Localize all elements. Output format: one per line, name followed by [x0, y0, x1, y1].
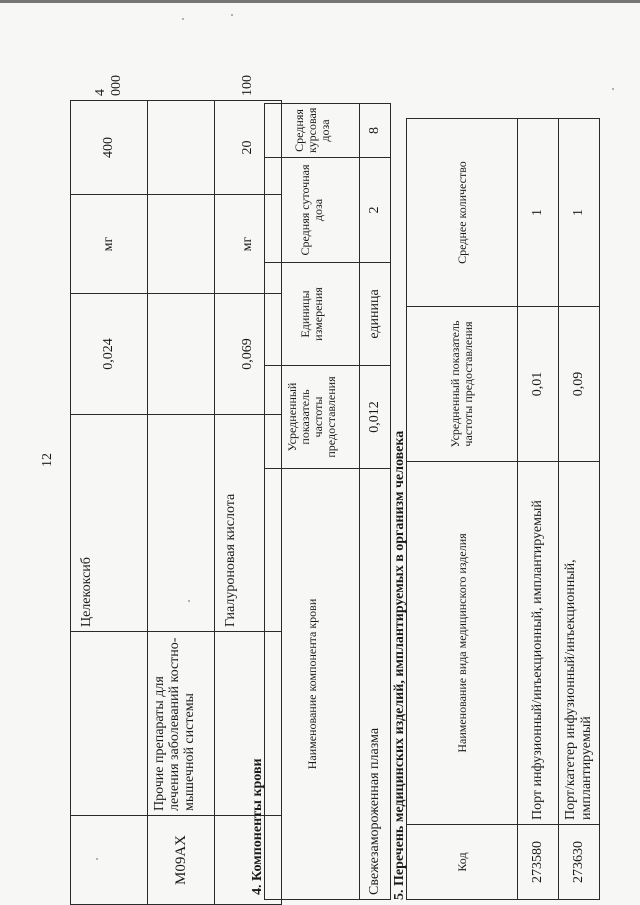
header-quantity: Среднее количество [407, 119, 518, 307]
component-name-cell: Свежезамороженная плазма [360, 469, 391, 900]
unit-cell: мг [71, 195, 148, 294]
section-4-title: 4. Компоненты крови [250, 758, 265, 895]
group-cell [71, 632, 148, 816]
header-code: Код [407, 825, 518, 900]
table-header-row [265, 104, 360, 900]
freq-cell: 0,09 [559, 307, 600, 462]
rotated-page-content [0, 50, 594, 905]
code-cell: M09AX [148, 816, 215, 905]
scan-speck [612, 88, 614, 90]
freq-cell: 0,012 [360, 366, 391, 469]
scan-speck [231, 14, 233, 16]
header-unit: Единицы измерения [265, 263, 360, 366]
quantity-cell: 1 [518, 119, 559, 307]
drug-name-cell [148, 415, 215, 632]
quantity-cell: 1 [559, 119, 600, 307]
daily-dose-cell: 2 [360, 158, 391, 263]
header-frequency: Усредненный показатель частоты предоставления [407, 307, 518, 462]
freq-cell [148, 294, 215, 415]
daily-dose-cell: 20 [215, 101, 282, 195]
table-row [148, 101, 215, 905]
daily-dose-cell [148, 101, 215, 195]
freq-cell: 0,024 [71, 294, 148, 415]
header-device-name: Наименование вида медицинского изделия [407, 462, 518, 825]
unit-cell: мг [215, 195, 282, 294]
table-row: Гиалуроновая кислота 0,069 мг 20 100 [215, 101, 282, 905]
medical-devices-table [406, 118, 600, 900]
device-name-cell: Порт/катетер инфузионный/инъекционный, имплантируемый [559, 462, 600, 825]
header-component-name: Наименование компонента крови [265, 469, 360, 900]
drug-name-cell: Гиалуроновая кислота [215, 415, 282, 632]
course-dose-cell: 8 [360, 104, 391, 158]
device-code-cell: 273580 [518, 825, 559, 900]
table-row [518, 119, 559, 900]
group-cell: Прочие препараты для лечения заболеваний костно-мышечной системы [148, 632, 215, 816]
device-name-cell: Порт инфузионный/инъекционный, имплантируемый [518, 462, 559, 825]
blood-components-table [264, 103, 391, 900]
scan-speck [182, 18, 184, 20]
code-cell [71, 816, 148, 905]
table-row [559, 119, 600, 900]
table-row: Целекоксиб 0,024 мг 400 4 000 [71, 101, 148, 905]
daily-dose-cell: 400 [71, 101, 148, 195]
unit-cell [148, 195, 215, 294]
top-scan-rule [0, 0, 640, 3]
freq-cell: 0,01 [518, 307, 559, 462]
header-frequency: Усредненный показатель частоты предоставления [265, 366, 360, 469]
unit-cell: единица [360, 263, 391, 366]
header-daily-dose: Средняя суточная доза [265, 158, 360, 263]
table-header-row [407, 119, 518, 900]
header-course-dose: Средняя курсовая доза [265, 104, 360, 158]
table-row [360, 104, 391, 900]
page-number: 12 [40, 453, 55, 467]
drug-name-cell: Целекоксиб [71, 415, 148, 632]
device-code-cell: 273630 [559, 825, 600, 900]
section-5-title: 5. Перечень медицинских изделий, имплантируемых в организм человека [392, 430, 407, 900]
freq-cell: 0,069 [215, 294, 282, 415]
